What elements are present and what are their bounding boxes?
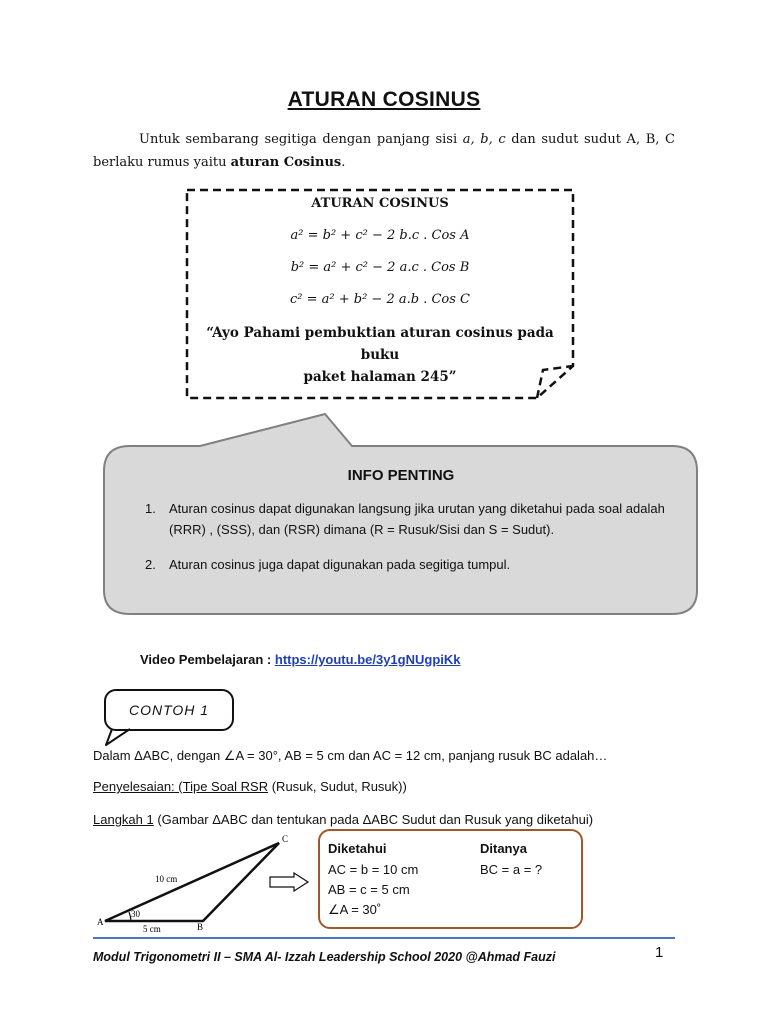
intro-text-1: Untuk sembarang segitiga dengan panjang sisi <box>139 132 463 147</box>
info-item-text: Aturan cosinus juga dapat digunakan pada segitiga tumpul. <box>169 557 511 572</box>
intro-end: . <box>341 155 346 170</box>
right-arrow-icon <box>268 872 310 892</box>
intro-text-2: dan sudut sudut A, B, C berlaku rumus yaitu <box>93 132 675 170</box>
vertex-b-label: B <box>197 922 204 932</box>
formula-eq-b: b² = a² + c² − 2 a.c . Cos B <box>290 260 470 275</box>
asked-item: BC = a = ? <box>480 862 543 877</box>
known-title: Diketahui <box>328 841 387 856</box>
formula-note-line1: “Ayo Pahami pembuktian aturan cosinus pada buku <box>206 325 554 363</box>
footer-divider <box>93 937 675 939</box>
known-item: ∠A = 30˚ <box>328 902 382 917</box>
known-asked-box <box>318 829 583 929</box>
formula-box-title: ATURAN COSINUS <box>311 196 449 211</box>
known-item: AC = b = 10 cm <box>328 862 419 877</box>
footer-text: Modul Trigonometri II – SMA Al- Izzah Leadership School 2020 @Ahmad Fauzi <box>93 950 556 964</box>
asked-title: Ditanya <box>480 841 527 856</box>
formula-eq-c: c² = a² + b² − 2 a.b . Cos C <box>290 292 470 307</box>
info-item-text: Aturan cosinus dapat digunakan langsung jika urutan yang diketahui pada soal adalah (RRR) , (SSS), dan (RSR) dimana (R = Rusuk/Sisi dan S = Sudut). <box>169 501 665 537</box>
info-title: INFO PENTING <box>347 467 455 484</box>
contoh-label: CONTOH 1 <box>104 689 234 731</box>
info-item-number: 1. <box>145 501 156 516</box>
info-item-number: 2. <box>145 557 156 572</box>
vertex-a-label: A <box>97 917 104 927</box>
page-title: ATURAN COSINUS <box>287 88 481 111</box>
step-line <box>93 812 593 827</box>
angle-label: 30 <box>131 909 140 919</box>
formula-eq-a: a² = b² + c² − 2 b.c . Cos A <box>290 228 470 243</box>
side-ab-label: 5 cm <box>143 924 161 934</box>
video-link[interactable]: https://youtu.be/3y1gNUgpiKk <box>274 652 461 667</box>
vertex-c-label: C <box>282 834 289 844</box>
solution-label: Penyelesaian: <box>93 779 175 794</box>
known-item: AB = c = 5 cm <box>328 882 410 897</box>
formula-note-line2: paket halaman 245” <box>303 369 457 385</box>
solution-detail: (Rusuk, Sudut, Rusuk)) <box>268 779 407 794</box>
step-label: Langkah 1 <box>93 812 154 827</box>
page-number: 1 <box>655 944 664 961</box>
solution-type: (Tipe Soal RSR <box>174 779 269 794</box>
triangle-diagram <box>93 833 293 938</box>
step-text: (Gambar ΔABC dan tentukan pada ΔABC Sudut dan Rusuk yang diketahui) <box>153 812 594 827</box>
intro-vars: a, b, c <box>462 132 506 147</box>
solution-line <box>93 779 407 794</box>
side-ac-label: 10 cm <box>155 874 178 884</box>
question-text: Dalam ΔABC, dengan ∠A = 30°, AB = 5 cm dan AC = 12 cm, panjang rusuk BC adalah… <box>93 748 608 763</box>
video-label: Video Pembelajaran : <box>140 652 275 667</box>
intro-bold: aturan Cosinus <box>230 155 342 170</box>
